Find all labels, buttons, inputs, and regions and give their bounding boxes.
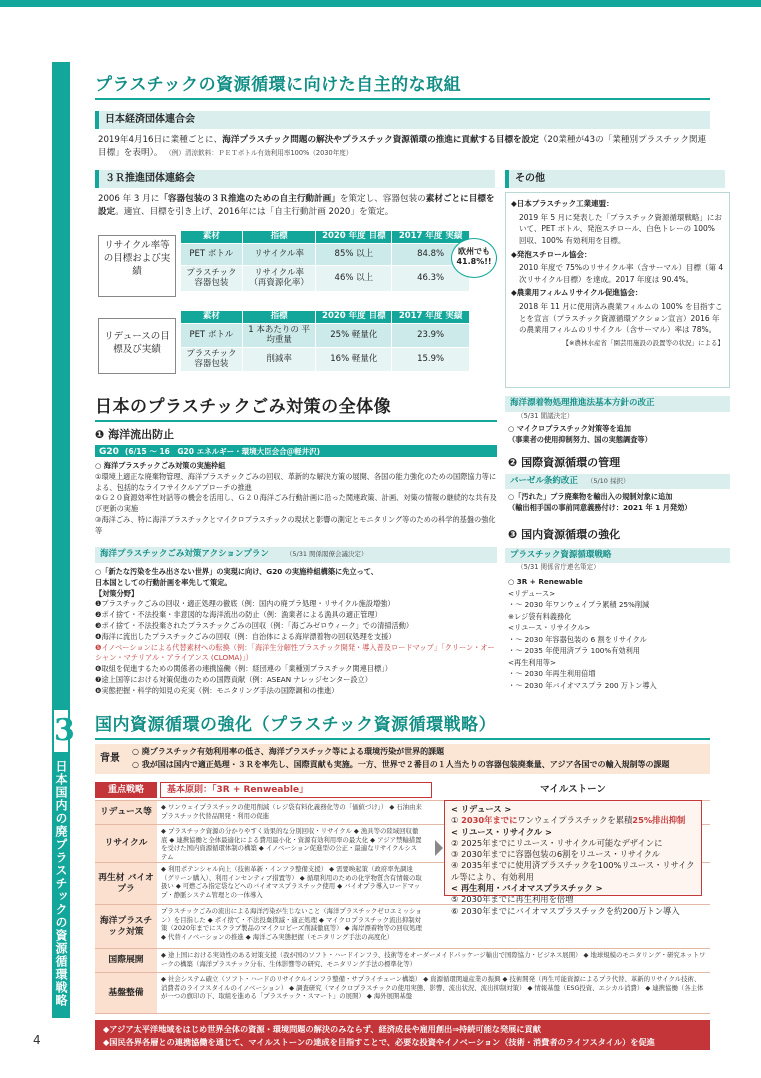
table-cell: 46.3% [392,265,470,291]
basel-items: ○「汚れた」プラ廃棄物を輸出入の規制対象に追加 （輸出相手国の事前同意義務付け：2021 年 1 月発効） [508,492,692,512]
footer-box: ◆アジア太平洋地域をはじめ世界全体の資源・環境問題の解決のみならず、経済成長や雇用創出⇒持続可能な発展に貢献 ◆国民各界各層との連携協働を通じて、マイルストーンの達成を目指すことで、必要な投資やイノベーション（技術・消費者のライフスタイル）を促進 [95,1020,710,1050]
header-indicator: 指標 [242,311,316,324]
other-item: ◆農業用フィルムリサイクル促進協会： [511,288,643,298]
reduce-label: リデュースの目標及び実績 [98,318,176,374]
table-cell: PET ボトル [181,323,243,347]
measure-item: ❼途上国等における対策促進のための国際貢献（例：ASEAN ナレッジセンター設立） [95,674,372,684]
table-cell: 84.8% [392,243,470,265]
section1-underline [95,98,710,100]
action-plan-list: ○「新たな汚染を生み出さない世界」の実現に向け、G20 の実施枠組構築に先立って、 日本国としての行動計画を率先して策定。 【対策分野】 ❶プラスチックごみの回収・適正処理の徹底（例：国内の廃プラ処理・リサイクル施設増強） ❷ポイ捨て・不法投棄・非意図的な海洋流出の防止（例：漁業者による漁具の適正管理） ❸ポイ捨て・不法投棄されたプラスチックごみの回収（例：「海ごみゼロウィーク」での清掃活動） ❹海洋に流出したプラスチックごみの回収（例：自治体による海岸漂着物の回収処理を支援） ❺イノベーションによる代替素材への転換（例：「海洋生分解性プラスチック開発・導入普及ロードマップ」「クリーン・オーシャン・マテリアル・アライアンス (CLOMA)」） ❻取組を促進するための関係者の連携協働（例：経団連の「業種別プラスチック関連目標」） ❼途上国等における対策促進のための国際貢献（例：ASEAN ナレッジセンター設立） ❽実態把握・科学的知見の充実（例：モニタリング手法の国際調和の推進） [95,567,497,697]
header-actual: 2017 年度 実績 [392,231,470,244]
milestone-item: ② 2025年までにリユース・リサイクル可能なデザインに [451,837,663,848]
chapter-title-vertical: 日本国内の廃プラスチックの資源循環戦略 [54,760,68,1007]
table-cell: 85% 以上 [316,243,392,265]
strategy-row: 再生材 バイオプラ ◆ 利用ポテンシャル向上（技術革新・インフラ整備支援） ◆ 需要喚起策（政府率先調達（グリーン購入）、利用インセンティブ措置等） ◆ 循環利用のための化学物質含有情報の取扱い ◆ 可燃ごみ指定袋などへのバイオマスプラスチック使用 ◆ バイオプラ導入ロードマップ・静脈システム管理との一体導入 [95,862,710,904]
domestic-heading: ❸ 国内資源循環の強化 [508,528,621,541]
milestone-item: ③ 2030年までに容器包装の6割をリユース・リサイクル [451,849,660,860]
ocean-heading: ❶ 海洋流出防止 [95,428,175,441]
page-number: 4 [33,1033,41,1047]
table-cell: 23.9% [392,323,470,347]
other-item: ◆発泡スチロール協会： [511,249,592,259]
other-item: 2019 年 5 月に発表した「プラスチック資源循環戦略」において、PET ボトル、発泡スチロール、白色トレーの 100% 回収、100% 有効利用を目標。 [519,212,722,245]
arrow-icon [435,840,443,856]
top-accent-bar [0,0,761,7]
table-cell: PET ボトル [181,243,243,265]
measure-item: ❽実態把握・科学的知見の充実（例：モニタリング手法の国際調和の推進） [95,685,339,695]
law-sub: （5/31 閣議決定） [517,412,574,420]
table-cell: 15.9% [392,347,470,371]
table-cell: 削減率 [242,347,316,371]
strategy-row: リデュース等 ◆ ワンウェイプラスチックの使用削減（レジ袋有料化義務化等の「価値づけ」） ◆ 石油由来プラスチック代替品開発・利用の促進 [95,800,710,824]
table-cell: 25% 軽量化 [316,323,392,347]
other-item: ◆日本プラスチック工業連盟： [511,199,614,208]
law-heading: 海洋漂着物処理推進法基本方針の改正 [505,396,730,412]
strategy-sub: （5/31 関係省庁連名策定） [517,563,600,571]
background-items: ○ 廃プラスチック有効利用率の低さ、海洋プラスチック等による環境汚染が世界的課題 ○ 我が国は国内で適正処理・３Ｒを率先し、国際貢献も実施。一方、世界で２番目の１人当たりの容器包装廃棄量、アジア各国での輸入規制等の課題 [132,747,670,769]
threeR-heading: ３Ｒ推進団体連絡会 [95,170,495,188]
framework-item: ③海洋ごみ、特に海洋プラスチックとマイクロプラスチックの現状と影響の測定とモニタリング等のための科学的基盤の強化等 [95,514,496,535]
header-target: 2020 年度 目標 [316,231,392,244]
basel-heading: バーゼル条約改正 （5/10 採択） [505,474,730,489]
header-material: 素材 [181,311,243,324]
chapter-number: 3 [52,708,70,754]
measure-item: ❹海洋に流出したプラスチックごみの回収（例：自治体による海岸漂着物の回収処理を支援） [95,631,396,641]
measure-item: ❺イノベーションによる代替素材への転換（例：「海洋生分解性プラスチック開発・導入普及ロードマップ」「クリーン・オーシャン・マテリアル・アライアンス (CLOMA)」） [95,642,495,663]
keidanren-text: 2019年4月16日に業種ごとに、海洋プラスチック問題の解決やプラスチック資源循環の推進に貢献する目標を設定（20業種が43の「業種別プラスチック関連目標」を表明）。 （例）清涼飲料：ＰＥＴボトル有効利用率100%（2030年度） [98,135,707,159]
table-cell: 1 本あたりの 平均重量 [242,323,316,347]
header-indicator: 指標 [242,231,316,244]
framework-item: ②Ｇ２０資源効率性対話等の機会を活用し、Ｇ２０海洋ごみ行動計画に沿った関連政策、計画、対策の情報の継続的な共有及び更新の実施 [95,493,497,514]
strategy-items: ○ 3R + Renewable <リデュース> ・～ 2030 年ワンウェイプラ累積 25%削減 ※レジ袋有料義務化 <リユース・リサイクル> ・～ 2030 年容器包装の 6 割をリサイクル ・～ 2035 年使用済プラ 100%有効利用 <再生利用等> ・～ 2030 年再生利用倍増 ・～ 2030 年バイオマスプラ 200 万トン導入 [508,577,657,690]
strategy-label: 重点戦略 [95,782,157,798]
law-items: ○ マイクロプラスチック対策等を追加 （事業者の使用抑制努力、国の実態調査等） [508,424,652,444]
other-item: 2018 年 11 月に使用済み農業フィルムの 100% を目指すことを宣言（プラスチック資源循環アクション宣言）2016 年の農業用フィルムのリサイクル（含サーマル）率は 78%。 [519,302,723,335]
table-cell: プラスチック 容器包装 [181,265,243,291]
action-plan-heading: 海洋プラスチックごみ対策アクションプラン （5/31 関係閣僚会議決定） [95,547,497,563]
threeR-text: 2006 年 3 月に「容器包装の３Ｒ推進のための自主行動計画」を策定し、容器包装の素材ごとに目標を設定。適宜、目標を引き上げ、2016年には「自主行動計画 2020」を策定。 [98,194,495,218]
section3-underline [95,738,710,740]
measure-item: ❷ポイ捨て・不法投棄・非意図的な海洋流出の防止（例：漁業者による漁具の適正管理） [95,610,382,620]
europe-bubble: 欧州でも 41.8%!! [451,238,497,278]
recycle-table [180,230,470,292]
reduce-table [180,310,470,372]
table-cell: リサイクル率 （再資源化率） [242,265,316,291]
table-cell: 46% 以上 [316,265,392,291]
other-source: 【※農林水産省「園芸用施設の設置等の状況」による】 [562,338,724,347]
header-target: 2020 年度 目標 [316,311,392,324]
g20-framework: ○ 海洋プラスチックごみ対策の実施枠組 ①環境上適正な廃棄物管理、海洋プラスチックごみの回収、革新的な解決方策の展開、各国の能力強化のための国際協力等による、包括的なライフサイクルアプローチの推進 ②Ｇ２０資源効率性対話等の機会を活用し、Ｇ２０海洋ごみ行動計画に沿った関連政策、計画、対策の情報の継続的な共有及び更新の実施 ③海洋ごみ、特に海洋プラスチックとマイクロプラスチックの現状と影響の測定とモニタリング等のための科学的基盤の強化等 [95,461,497,535]
section3-title: 国内資源循環の強化（プラスチック資源循環戦略） [95,715,497,735]
milestone-item: ① 2030年までにワンウェイプラスチックを累積25%排出抑制 [451,815,686,826]
section1-title: プラスチックの資源循環に向けた自主的な取組 [95,75,462,95]
background-label: 背景 [100,753,120,764]
measure-item: ❸ポイ捨て・不法投棄されたプラスチックごみの回収（例：「海ごみゼロウィーク」での清掃活動） [95,620,414,630]
table-cell: 16% 軽量化 [316,347,392,371]
section2-title: 日本のプラスチックごみ対策の全体像 [95,397,392,417]
other-item: 2010 年度で 75%のリサイクル率（含サーマル）目標（第 4 次リサイクル目標）を達成。2017 年度は 90.4%。 [519,263,724,284]
g20-bar: G20 (6/15 ～ 16 G20 エネルギー・環境大臣会合＠軽井沢) [95,445,497,457]
table-cell: プラスチック 容器包装 [181,347,243,371]
milestone-item: ⑥ 2030年までにバイオマスプラスチックを約200万トン導入 [451,905,680,916]
intl-heading: ❷ 国際資源循環の管理 [508,456,621,469]
milestone-label: マイルストーン [540,784,606,795]
recycle-rate-label: リサイクル率等の目標および実績 [98,235,176,297]
milestone-item: ⑤ 2030年までに再生利用を倍増 [451,894,574,905]
milestone-box: < リデュース > ① 2030年までにワンウェイプラスチックを累積25%排出抑制 < リユース・リサイクル > ② 2025年までにリユース・リサイクル可能なデザインに ③ 2030年までに容器包装の6割をリユース・リサイクル ④ 2035年までに使用済プラスチックを100%リユース・リサイクル等により、有効利用 < 再生利用・バイオマスプラスチック > ⑤ 2030年までに再生利用を倍増 ⑥ 2030年までにバイオマスプラスチックを約200万トン導入 [444,800,702,896]
strategy-row: 海洋プラスチック対策 プラスチックごみの流出による海洋汚染が生じないこと（海洋プラスチックゼロエミッション）を目指した ◆ ポイ捨て・不法投棄撲滅・適正処理 ◆ マイクロプラスチック流出抑制対策（2020年までにスクラブ製品のマイクロビーズ削減徹底等） ◆ 海岸漂着物等の回収処理 ◆ 代替イノベーションの推進 ◆ 海洋ごみ実態把握（モニタリング手法の高度化） [95,904,710,948]
strategy-row: 基盤整備 ◆ 社会システム確立（ソフト・ハードのリサイクルインフラ整備・サプライチェーン構築） ◆ 資源循環関連産業の振興 ◆ 技術開発（再生可能資源によるプラ代替、革新的リサイクル技術、消費者のライフスタイルのイノベーション） ◆ 調査研究（マイクロプラスチックの使用実態、影響、流出状況、流出抑制対策） ◆ 情報基盤（ESG投資、エシカル消費） ◆ 連携協働（各主体が一つの旗印の下、取組を進める「プラスチック・スマート」の展開） ◆ 海外展開基盤 [95,972,710,1014]
keidanren-heading: 日本経済団体連合会 [95,111,710,129]
other-box [505,192,730,388]
header-actual: 2017 年度 実績 [392,311,470,324]
strategy-row: 国際展開 ◆ 途上国における実効性のある対策支援（我が国のソフト・ハードインフラ、技術等をオーダーメイドパッケージ輸出で国際協力・ビジネス展開） ◆ 地球規模のモニタリング・研究ネットワークの構築（海洋プラスチック分布、生体影響等の研究、モニタリング手法の標準化等） [95,948,710,972]
measure-item: ❶プラスチックごみの回収・適正処理の徹底（例：国内の廃プラ処理・リサイクル施設増強） [95,599,395,609]
other-heading: その他 [505,170,725,188]
measure-item: ❻取組を促進するための関係者の連携協働（例：経団連の「業種別プラスチック関連目標」） [95,664,392,674]
header-material: 素材 [181,231,243,244]
section2-underline [95,420,497,422]
strategy-row: リサイクル ◆ プラスチック資源の分かりやすく効果的な分別回収・リサイクル ◆ 漁具等の陸域回収徹底 ◆ 連携協働と全体最適化による費用最小化・資源有効利用率の最大化 ◆ アジア禁輸措置を受けた国内資源循環体制の構築 ◆ イノベーション促進型の公正・最適なリサイクルシステム [95,824,710,862]
milestone-item: ④ 2035年までに使用済プラスチックを100%リユース・リサイクル等により、有効利用 [451,860,695,882]
framework-item: ①環境上適正な廃棄物管理、海洋プラスチックごみの回収、革新的な解決方策の展開、各国の能力強化のための国際協力等による、包括的なライフサイクルアプローチの推進 [95,471,497,492]
table-cell: リサイクル率 [242,243,316,265]
principle-label: 基本原則：「3R + Renweable」 [160,782,432,798]
strategy-heading: プラスチック資源循環戦略 [505,548,730,563]
